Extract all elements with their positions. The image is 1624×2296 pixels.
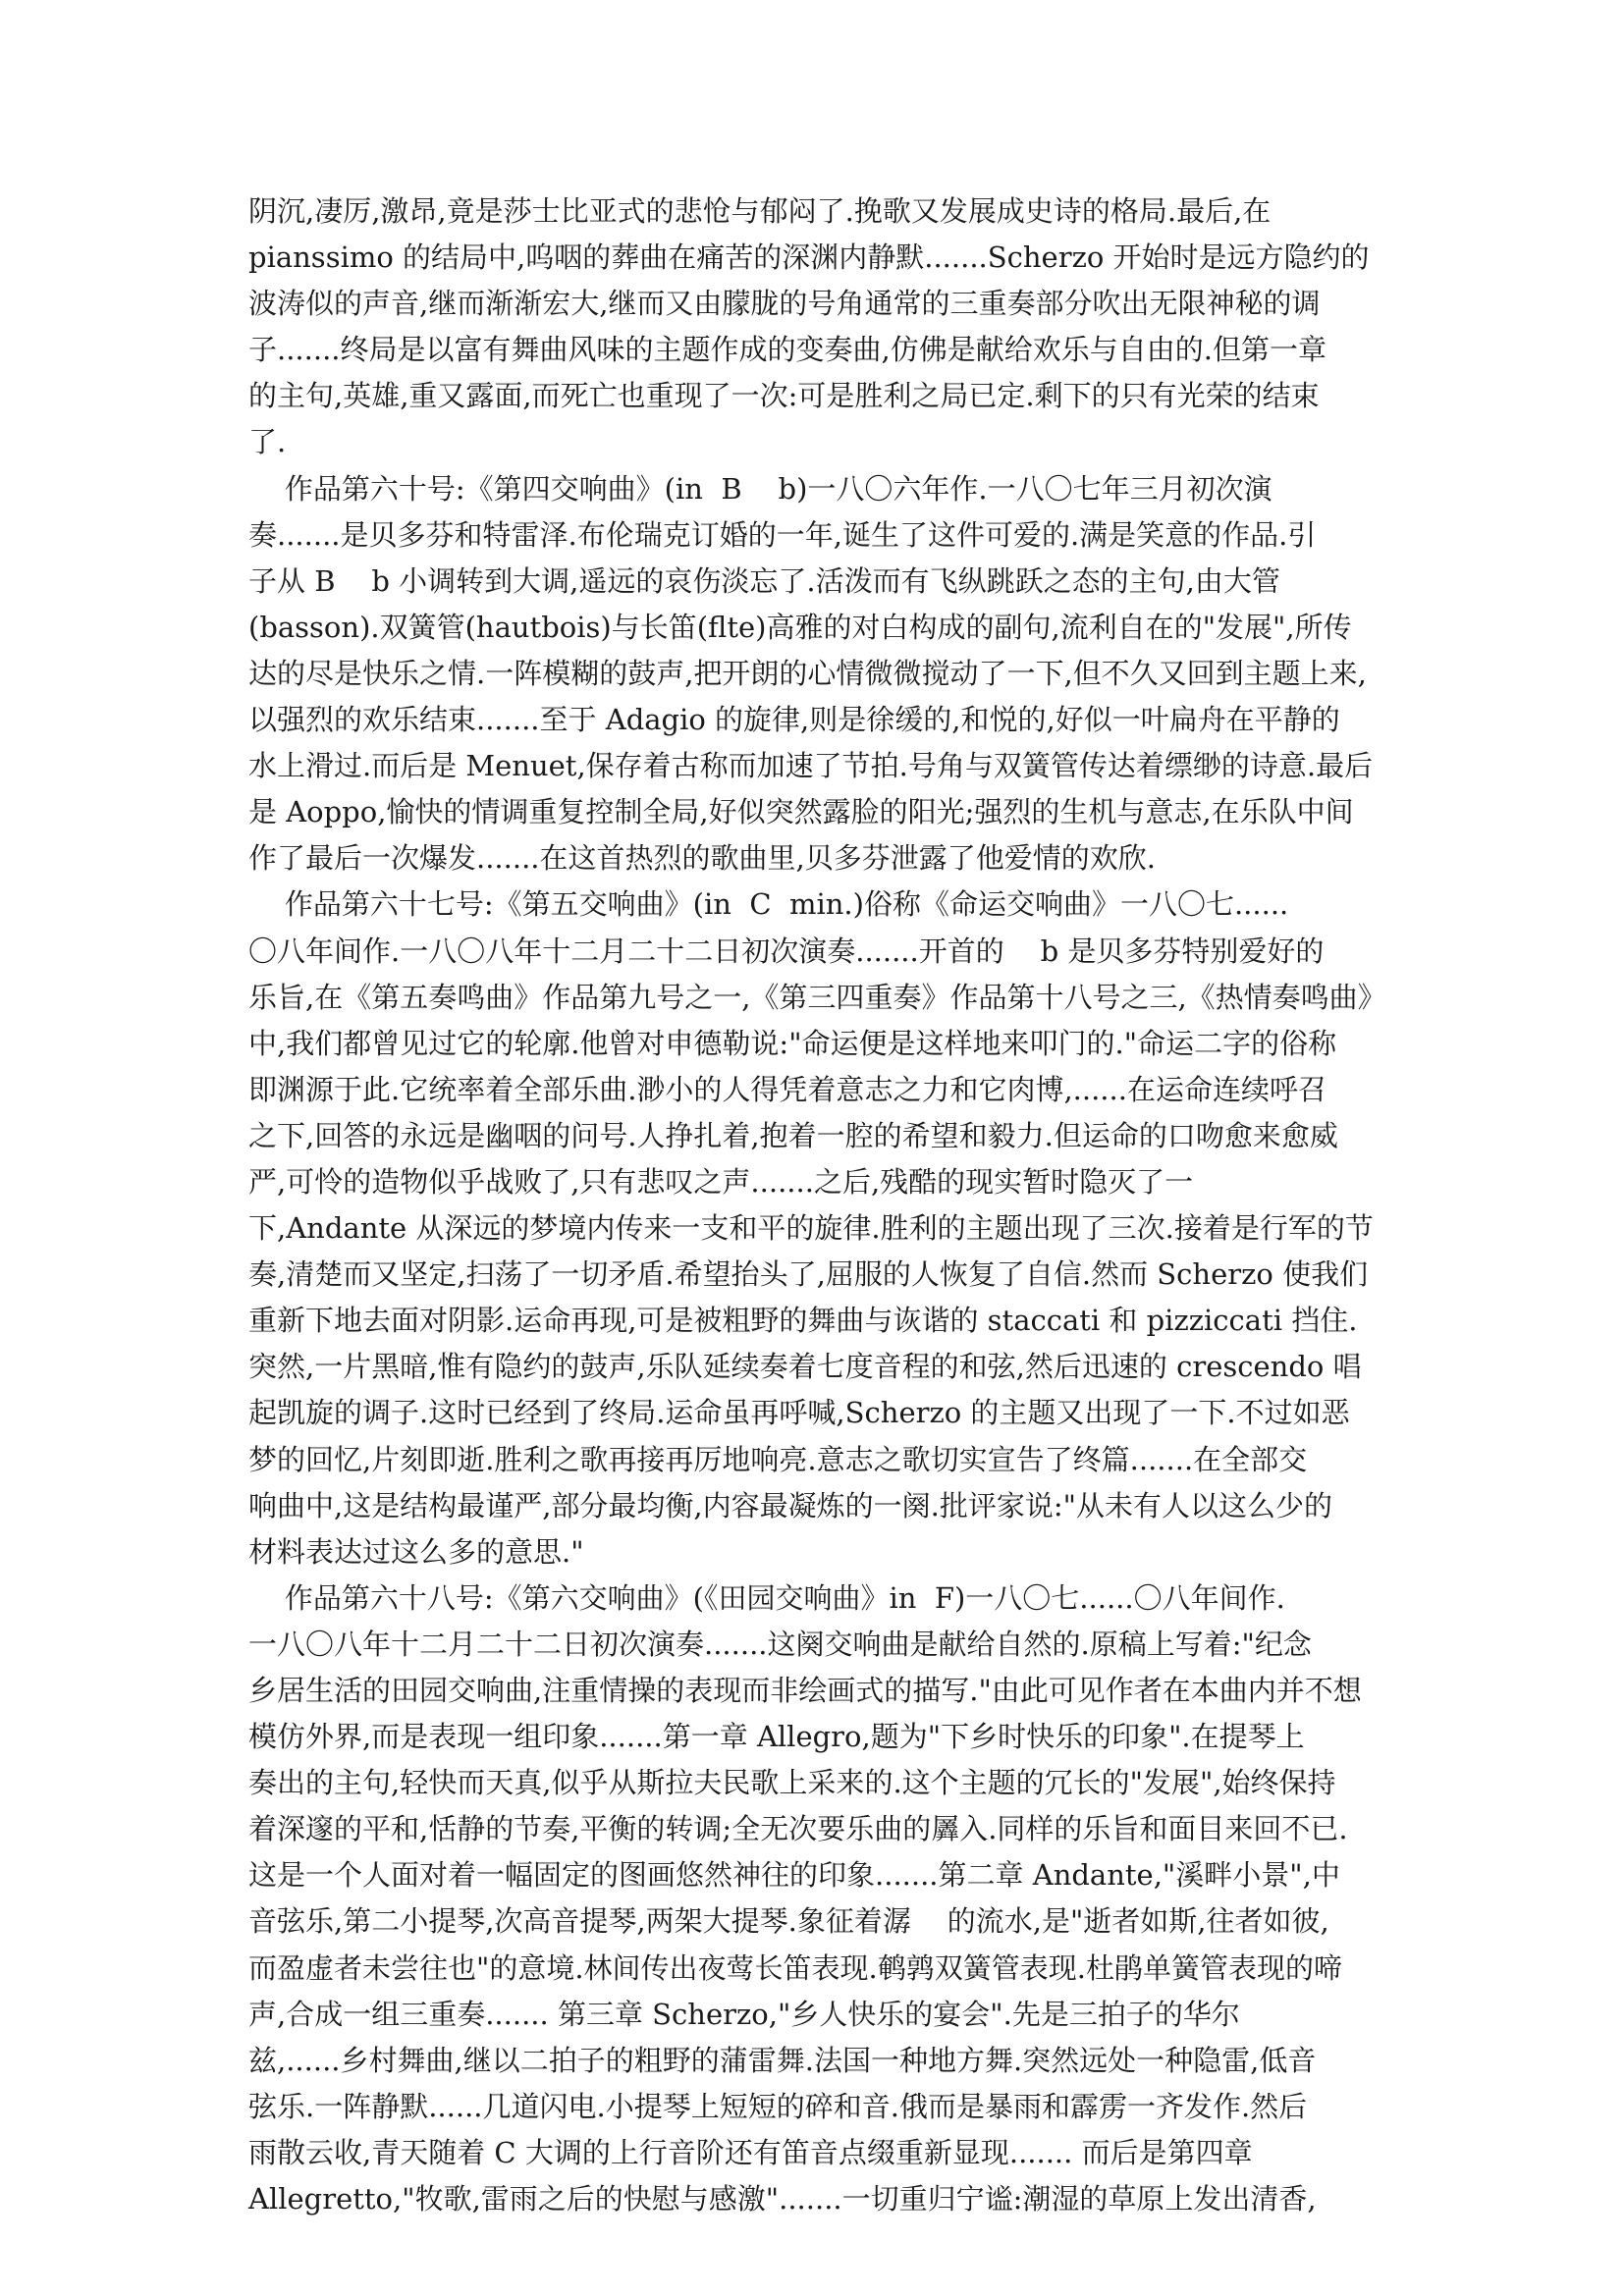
text-line: 作品第六十八号:《第六交响曲》(《田园交响曲》in F)一八〇七......〇八年间作.	[248, 1580, 1285, 1615]
text-line: 奏,清楚而又坚定,扫荡了一切矛盾.希望抬头了,屈服的人恢复了自信.然而 Scherzo 使我们	[248, 1257, 1369, 1292]
text-line: 雨散云收,青天随着 C 大调的上行音阶还有笛音点缀重新显现....... 而后是第四章	[248, 2135, 1253, 2169]
text-line: 作品第六十七号:《第五交响曲》(in C min.)俗称《命运交响曲》一八〇七......	[248, 887, 1289, 922]
text-line: 水上滑过.而后是 Menuet,保存着古称而加速了节拍.号角与双簧管传达着缥缈的诗意.最后	[248, 749, 1374, 783]
text-line: 严,可怜的造物似乎战败了,只有悲叹之声.......之后,残酷的现实暂时隐灭了一	[248, 1164, 1194, 1199]
paragraph	[248, 188, 1387, 466]
text-line: 中,我们都曾见过它的轮廓.他曾对申德勒说:"命运便是这样地来叩门的."命运二字的俗称	[248, 1026, 1337, 1060]
text-line: 音弦乐,第二小提琴,次高音提琴,两架大提琴.象征着潺 的流水,是"逝者如斯,往者如彼,	[248, 1904, 1329, 1939]
paragraph	[248, 466, 1387, 882]
text-line: 重新下地去面对阴影.运命再现,可是被粗野的舞曲与诙谐的 staccati 和 pizziccati 挡住.	[248, 1304, 1358, 1338]
paragraph	[248, 1575, 1387, 2222]
text-line: 奏出的主句,轻快而天真,似乎从斯拉夫民歌上采来的.这个主题的冗长的"发展",始终保持	[248, 1766, 1336, 1800]
text-line: 声,合成一组三重奏....... 第三章 Scherzo,"乡人快乐的宴会".先是三拍子的华尔	[248, 1997, 1240, 2031]
text-line: 阴沉,凄厉,激昂,竟是莎士比亚式的悲怆与郁闷了.挽歌又发展成史诗的格局.最后,在	[248, 194, 1272, 228]
text-line: 即渊源于此.它统率着全部乐曲.渺小的人得凭着意志之力和它肉博,......在运命连续呼召	[248, 1072, 1326, 1106]
paragraph	[248, 881, 1387, 1575]
text-line: 一八〇八年十二月二十二日初次演奏.......这阕交响曲是献给自然的.原稿上写着:"纪念	[248, 1627, 1312, 1661]
text-line: 子从 B b 小调转到大调,遥远的哀伤淡忘了.活泼而有飞纵跳跃之态的主句,由大管	[248, 563, 1280, 598]
text-line: 以强烈的欢乐结束.......至于 Adagio 的旋律,则是徐缓的,和悦的,好似一叶扁舟在平静的	[248, 703, 1340, 737]
text-line: 梦的回忆,片刻即逝.胜利之歌再接再厉地响亮.意志之歌切实宣告了终篇.......在全部交	[248, 1442, 1308, 1476]
text-line: 作品第六十号:《第四交响曲》(in B b)一八〇六年作.一八〇七年三月初次演	[248, 471, 1272, 506]
text-line: 这是一个人面对着一幅固定的图画悠然神往的印象.......第二章 Andante,"溪畔小景",中	[248, 1858, 1340, 1893]
text-line: 〇八年间作.一八〇八年十二月二十二日初次演奏.......开首的 b 是贝多芬特别爱好的	[248, 934, 1325, 968]
text-line: 下,Andante 从深远的梦境内传来一支和平的旋律.胜利的主题出现了三次.接着是行军的节	[248, 1211, 1374, 1246]
text-line: 波涛似的声音,继而渐渐宏大,继而又由朦胧的号角通常的三重奏部分吹出无限神秘的调	[248, 287, 1321, 321]
text-line: 而盈虚者未尝往也"的意境.林间传出夜莺长笛表现.鹌鹑双簧管表现.杜鹃单簧管表现的啼	[248, 1950, 1342, 1985]
text-line: pianssimo 的结局中,呜咽的葬曲在痛苦的深渊内静默.......Scherzo 开始时是远方隐约的	[248, 240, 1370, 275]
text-line: 弦乐.一阵静默......几道闪电.小提琴上短短的碎和音.俄而是暴雨和霹雳一齐发作.然后	[248, 2089, 1308, 2123]
text-line: 兹,......乡村舞曲,继以二拍子的粗野的蒲雷舞.法国一种地方舞.突然远处一种隐雷,低音	[248, 2043, 1317, 2077]
text-line: 乡居生活的田园交响曲,注重情操的表现而非绘画式的描写."由此可见作者在本曲内并不想	[248, 1674, 1362, 1707]
text-line: Allegretto,"牧歌,雷雨之后的快慰与感激".......一切重归宁谧:潮湿的草原上发出清香,	[248, 2182, 1317, 2216]
text-line: 模仿外界,而是表现一组印象.......第一章 Allegro,题为"下乡时快乐的印象".在提琴上	[248, 1720, 1305, 1754]
text-line: 响曲中,这是结构最谨严,部分最均衡,内容最凝炼的一阕.批评家说:"从未有人以这么少的	[248, 1488, 1332, 1522]
body-text	[248, 188, 1387, 2222]
text-line: 起凯旋的调子.这时已经到了终局.运命虽再呼喊,Scherzo 的主题又出现了一下.不过如恶	[248, 1396, 1350, 1430]
text-line: 乐旨,在《第五奏鸣曲》作品第九号之一,《第三四重奏》作品第十八号之三,《热情奏鸣曲》	[248, 980, 1386, 1014]
text-line: 了.	[248, 425, 287, 459]
text-line: 的主句,英雄,重又露面,而死亡也重现了一次:可是胜利之局已定.剩下的只有光荣的结束	[248, 379, 1320, 413]
text-line: (basson).双簧管(hautbois)与长笛(flte)高雅的对白构成的副句,流利自在的"发展",所传	[248, 610, 1352, 644]
text-line: 着深邃的平和,恬静的节奏,平衡的转调;全无次要乐曲的羼入.同样的乐旨和面目来回不已.	[248, 1812, 1348, 1846]
text-line: 是 Aoppo,愉快的情调重复控制全局,好似突然露脸的阳光;强烈的生机与意志,在乐队中间	[248, 795, 1354, 829]
text-line: 奏.......是贝多芬和特雷泽.布伦瑞克订婚的一年,诞生了这件可爱的.满是笑意的作品.引	[248, 517, 1317, 552]
text-line: 达的尽是快乐之情.一阵模糊的鼓声,把开朗的心情微微搅动了一下,但不久又回到主题上来,	[248, 656, 1367, 690]
text-line: 作了最后一次爆发.......在这首热烈的歌曲里,贝多芬泄露了他爱情的欢欣.	[248, 841, 1156, 876]
text-line: 之下,回答的永远是幽咽的问号.人挣扎着,抱着一腔的希望和毅力.但运命的口吻愈来愈威	[248, 1118, 1338, 1152]
text-line: 材料表达过这么多的意思."	[248, 1534, 584, 1569]
text-line: 子.......终局是以富有舞曲风味的主题作成的变奏曲,仿佛是献给欢乐与自由的.但第一章	[248, 333, 1326, 367]
text-line: 突然,一片黑暗,惟有隐约的鼓声,乐队延续奏着七度音程的和弦,然后迅速的 crescendo 唱	[248, 1350, 1362, 1384]
